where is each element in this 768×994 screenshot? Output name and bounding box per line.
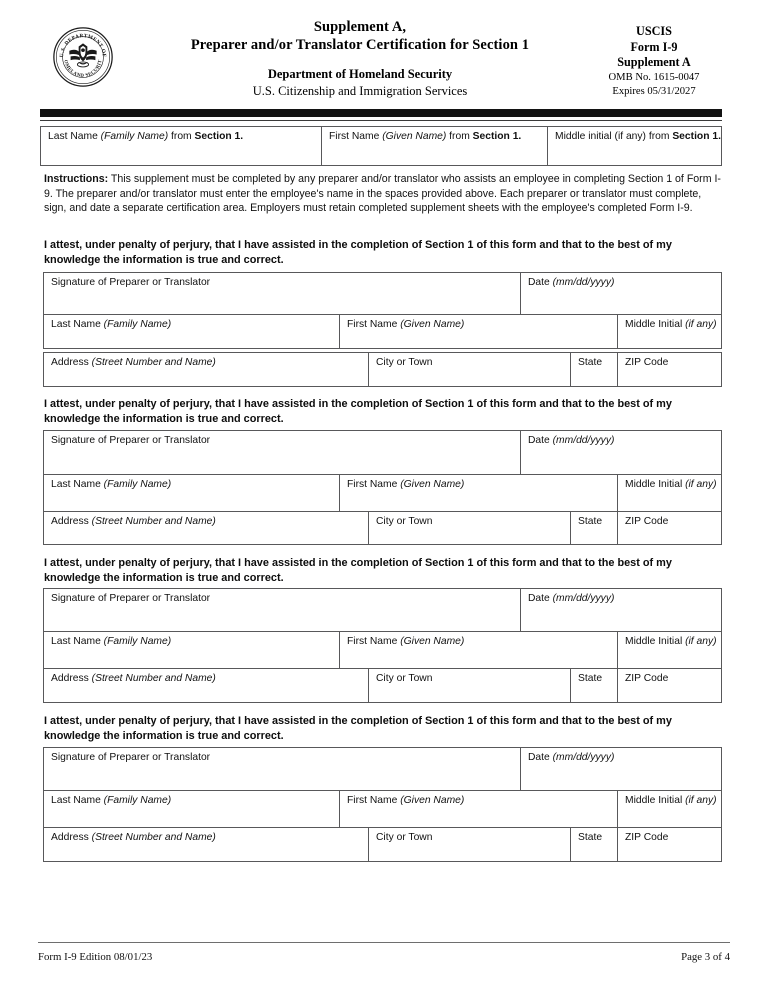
zip-field-2[interactable] [617, 511, 722, 545]
page-header [40, 18, 724, 104]
attestation-text-2: I attest, under penalty of perjury, that I have assisted in the completion of Section 1 of this form and that to the best of my knowledge the information is true and correct. [44, 398, 672, 425]
date-label-4: Date (mm/dd/yyyy) [528, 752, 615, 763]
page-title-line-1: Supplement A, [313, 19, 407, 35]
header-divider-thin-rule [40, 120, 722, 121]
preparer-first-name-label-4: First Name (Given Name) [347, 795, 465, 806]
attestation-text-1: I attest, under penalty of perjury, that I have assisted in the completion of Section 1 of this form and that to the best of my knowledge the information is true and correct. [44, 239, 672, 266]
address-field-2[interactable] [43, 511, 369, 545]
agency-subtitle: Department of Homeland Security [267, 67, 453, 81]
expiration-date: Expires 05/31/2027 [612, 86, 696, 97]
preparer-first-name-label-3: First Name (Given Name) [347, 636, 465, 647]
signature-label-3: Signature of Preparer or Translator [51, 593, 211, 604]
zip-field-1[interactable] [617, 352, 722, 387]
signature-label-1: Signature of Preparer or Translator [51, 277, 211, 288]
state-field-2[interactable] [570, 511, 618, 545]
svg-text:U.S. DEPARTMENT OF: U.S. DEPARTMENT OF [59, 33, 107, 58]
date-field-3[interactable] [520, 588, 722, 632]
supplement-label: Supplement A [617, 55, 691, 69]
employee-middle-initial-label: Middle initial (if any) from Section 1. [555, 131, 721, 142]
city-label-4: City or Town [376, 832, 433, 843]
address-label-2: Address (Street Number and Name) [51, 516, 216, 527]
preparer-middle-initial-label-4: Middle Initial (if any) [625, 795, 717, 806]
preparer-middle-initial-field-4[interactable] [617, 790, 722, 828]
date-label-3: Date (mm/dd/yyyy) [528, 593, 615, 604]
state-label-1: State [578, 357, 603, 368]
preparer-last-name-field-1[interactable] [43, 314, 340, 349]
preparer-last-name-field-4[interactable] [43, 790, 340, 828]
preparer-last-name-label-2: Last Name (Family Name) [51, 479, 172, 490]
employee-last-name-field[interactable] [40, 126, 322, 166]
dhs-seal-icon [52, 26, 114, 88]
signature-field-4[interactable] [43, 747, 521, 791]
city-field-4[interactable] [368, 827, 571, 862]
signature-label-2: Signature of Preparer or Translator [51, 435, 211, 446]
zip-label-3: ZIP Code [625, 673, 669, 684]
preparer-first-name-field-2[interactable] [339, 474, 618, 512]
preparer-middle-initial-label-2: Middle Initial (if any) [625, 479, 717, 490]
signature-field-2[interactable] [43, 430, 521, 475]
preparer-middle-initial-field-1[interactable] [617, 314, 722, 349]
state-field-3[interactable] [570, 668, 618, 703]
uscis-label: USCIS [636, 24, 672, 38]
address-label-1: Address (Street Number and Name) [51, 357, 216, 368]
footer-divider [38, 942, 730, 943]
date-field-4[interactable] [520, 747, 722, 791]
address-label-3: Address (Street Number and Name) [51, 673, 216, 684]
agency-subtitle-secondary: U.S. Citizenship and Immigration Services [252, 84, 468, 98]
employee-first-name-label: First Name (Given Name) from Section 1. [329, 131, 522, 142]
attestation-text-3: I attest, under penalty of perjury, that I have assisted in the completion of Section 1 of this form and that to the best of my knowledge the information is true and correct. [44, 557, 672, 584]
address-field-3[interactable] [43, 668, 369, 703]
preparer-last-name-label-4: Last Name (Family Name) [51, 795, 172, 806]
zip-label-2: ZIP Code [625, 516, 669, 527]
preparer-first-name-label-2: First Name (Given Name) [347, 479, 465, 490]
signature-field-1[interactable] [43, 272, 521, 315]
header-divider-bar [40, 109, 722, 117]
attestation-text-4: I attest, under penalty of perjury, that I have assisted in the completion of Section 1 of this form and that to the best of my knowledge the information is true and correct. [44, 715, 672, 742]
address-field-4[interactable] [43, 827, 369, 862]
zip-label-4: ZIP Code [625, 832, 669, 843]
state-label-4: State [578, 832, 603, 843]
instructions-body: This supplement must be completed by any preparer and/or translator who assists an employee in completing Section 1 of Form I-9. The preparer and/or translator must enter the employee's name in the spaces provided above. Each preparer or translator must complete, sign, and date a separate certification area. Employers must retain completed supplement sheets with the employee's completed Form I-9. [44, 173, 721, 215]
city-field-3[interactable] [368, 668, 571, 703]
preparer-last-name-label-3: Last Name (Family Name) [51, 636, 172, 647]
state-field-4[interactable] [570, 827, 618, 862]
preparer-middle-initial-label-1: Middle Initial (if any) [625, 319, 717, 330]
state-label-2: State [578, 516, 603, 527]
preparer-first-name-field-3[interactable] [339, 631, 618, 669]
document-title-block [126, 18, 594, 99]
address-field-1[interactable] [43, 352, 369, 387]
svg-text:HOMELAND SECURITY: OMELAND SECURIT [62, 59, 104, 79]
state-field-1[interactable] [570, 352, 618, 387]
state-label-3: State [578, 673, 603, 684]
city-label-2: City or Town [376, 516, 433, 527]
city-label-1: City or Town [376, 357, 433, 368]
date-field-2[interactable] [520, 430, 722, 475]
footer-page-number: Page 3 of 4 [681, 951, 730, 963]
preparer-last-name-field-3[interactable] [43, 631, 340, 669]
city-field-2[interactable] [368, 511, 571, 545]
city-label-3: City or Town [376, 673, 433, 684]
form-number-label: Form I-9 [630, 39, 678, 54]
preparer-middle-initial-field-3[interactable] [617, 631, 722, 669]
date-label-1: Date (mm/dd/yyyy) [528, 277, 615, 288]
zip-field-3[interactable] [617, 668, 722, 703]
omb-number: OMB No. 1615-0047 [608, 71, 700, 83]
employee-last-name-label: Last Name (Family Name) from Section 1. [48, 131, 244, 142]
preparer-first-name-field-1[interactable] [339, 314, 618, 349]
footer-form-edition: Form I-9 Edition 08/01/23 [38, 951, 153, 963]
preparer-middle-initial-field-2[interactable] [617, 474, 722, 512]
preparer-last-name-label-1: Last Name (Family Name) [51, 319, 172, 330]
instructions-heading: Instructions: [44, 173, 109, 185]
city-field-1[interactable] [368, 352, 571, 387]
page-title-line-2: Preparer and/or Translator Certification for Section 1 [190, 37, 530, 53]
zip-field-4[interactable] [617, 827, 722, 862]
zip-label-1: ZIP Code [625, 357, 669, 368]
date-label-2: Date (mm/dd/yyyy) [528, 435, 615, 446]
form-identifier-block [586, 24, 722, 100]
instructions-paragraph [44, 172, 724, 216]
date-field-1[interactable] [520, 272, 722, 315]
preparer-last-name-field-2[interactable] [43, 474, 340, 512]
preparer-first-name-field-4[interactable] [339, 790, 618, 828]
signature-field-3[interactable] [43, 588, 521, 632]
employee-first-name-field[interactable] [321, 126, 548, 166]
employee-middle-initial-field[interactable] [547, 126, 722, 166]
signature-label-4: Signature of Preparer or Translator [51, 752, 211, 763]
preparer-first-name-label-1: First Name (Given Name) [347, 319, 465, 330]
preparer-middle-initial-label-3: Middle Initial (if any) [625, 636, 717, 647]
address-label-4: Address (Street Number and Name) [51, 832, 216, 843]
